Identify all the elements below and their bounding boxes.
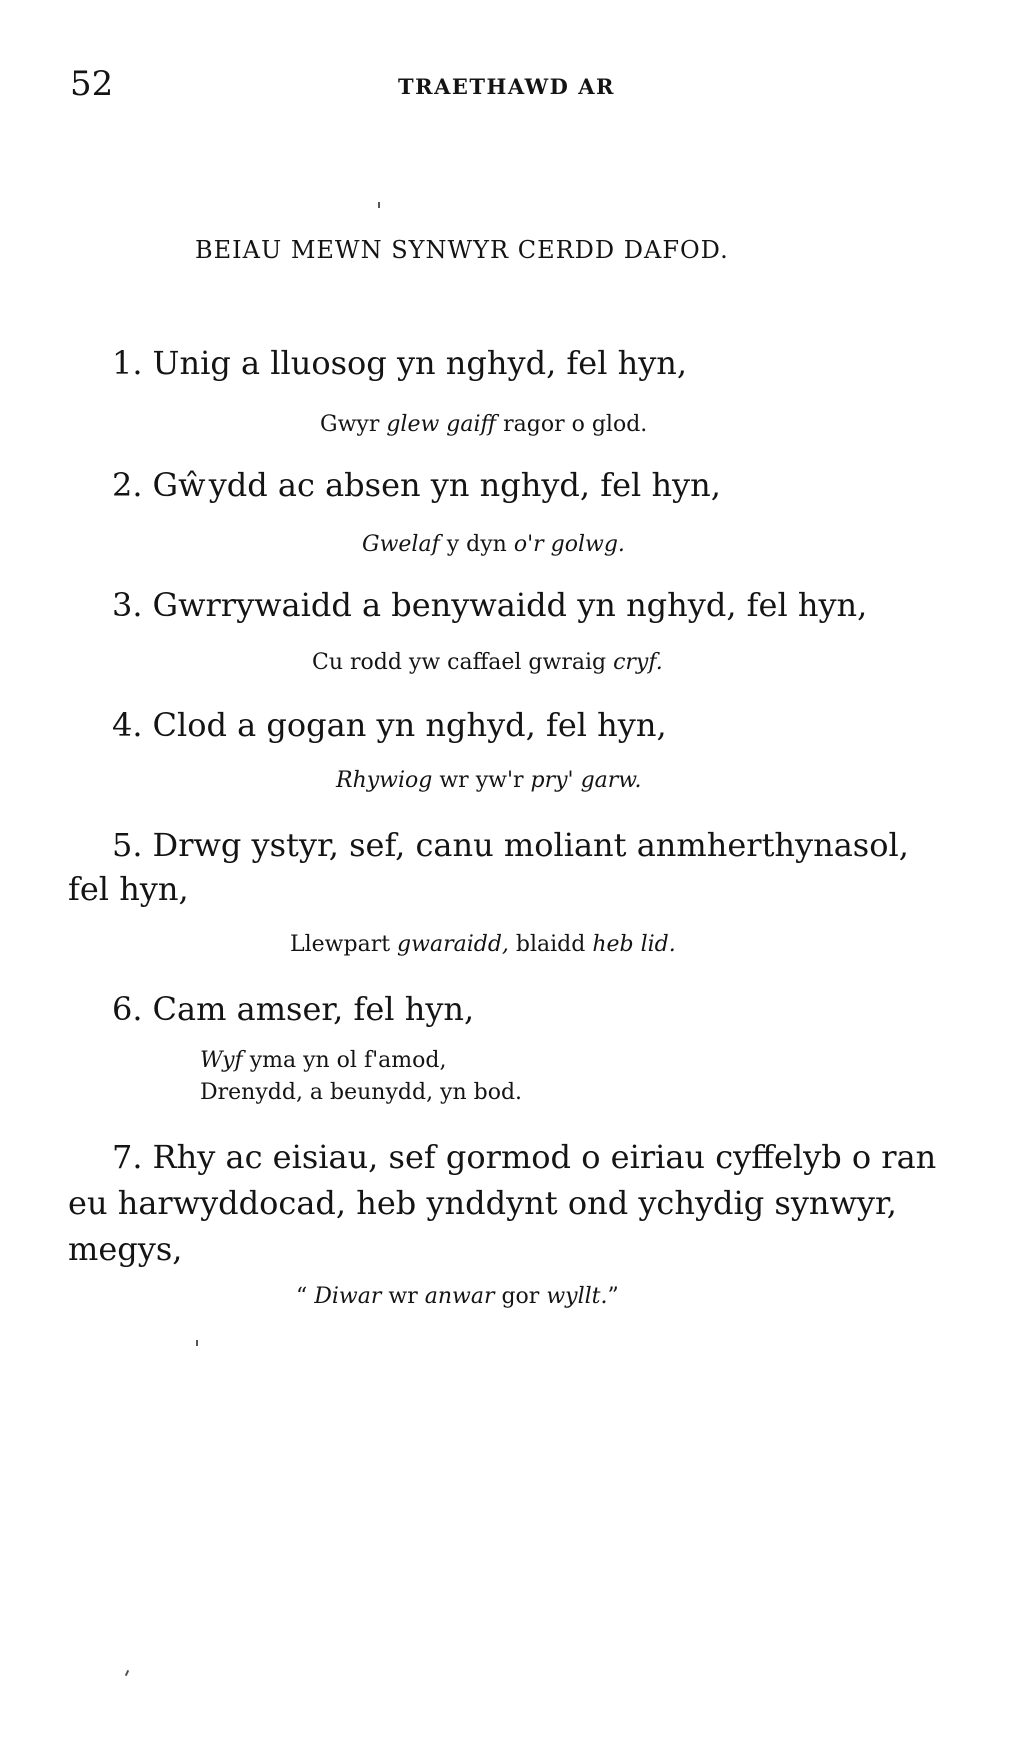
entry-text: Clod a gogan yn nghyd, fel hyn,: [152, 706, 667, 744]
entry-text: Gwrrywaidd a benywaidd yn nghyd, fel hyn,: [152, 586, 868, 624]
entry-2: [112, 466, 721, 504]
entry-number: 3.: [112, 586, 143, 624]
entry-text: Drwg ystyr, sef, canu moliant anmherthynasol,: [152, 826, 909, 864]
entry-number: 2.: [112, 466, 143, 504]
entry-text: Unig a lluosog yn nghyd, fel hyn,: [152, 344, 688, 382]
entry-text: Rhy ac eisiau, sef gormod o eiriau cyffelyb o ran: [152, 1138, 937, 1176]
page-number: 52: [70, 64, 114, 104]
entry-7: [112, 1138, 936, 1176]
entry-text: Cam amser, fel hyn,: [152, 990, 475, 1028]
entry-2-example: Gwelaf y dyn o'r golwg.: [362, 532, 625, 557]
entry-4: [112, 706, 667, 744]
entry-6: [112, 990, 474, 1028]
entry-5: [112, 826, 909, 864]
scan-speck: [196, 1340, 198, 1346]
scan-speck: [125, 1670, 129, 1676]
entry-text: Gŵydd ac absen yn nghyd, fel hyn,: [152, 466, 721, 504]
entry-number: 5.: [112, 826, 143, 864]
entry-7-continuation-2: megys,: [68, 1230, 183, 1268]
running-head: TRAETHAWD AR: [398, 74, 615, 99]
entry-3-example: Cu rodd yw caffael gwraig cryf.: [312, 650, 663, 675]
entry-1: [112, 344, 687, 382]
entry-number: 1.: [112, 344, 143, 382]
scan-speck: [378, 202, 380, 208]
entry-7-continuation-1: eu harwyddocad, heb ynddynt ond ychydig synwyr,: [68, 1184, 897, 1222]
section-title: BEIAU MEWN SYNWYR CERDD DAFOD.: [195, 236, 729, 264]
entry-number: 7.: [112, 1138, 143, 1176]
entry-6-example-line-1: Wyf yma yn ol f'amod,: [200, 1048, 447, 1073]
entry-4-example: Rhywiog wr yw'r pry' garw.: [336, 768, 642, 793]
entry-number: 4.: [112, 706, 143, 744]
entry-3: [112, 586, 867, 624]
entry-number: 6.: [112, 990, 143, 1028]
entry-5-example: Llewpart gwaraidd, blaidd heb lid.: [290, 932, 676, 957]
entry-7-example: “ Diwar wr anwar gor wyllt.”: [296, 1284, 619, 1309]
entry-1-example: Gwyr glew gaiff ragor o glod.: [320, 412, 648, 437]
entry-6-example-line-2: Drenydd, a beunydd, yn bod.: [200, 1080, 523, 1105]
entry-5-continuation: fel hyn,: [68, 870, 189, 908]
